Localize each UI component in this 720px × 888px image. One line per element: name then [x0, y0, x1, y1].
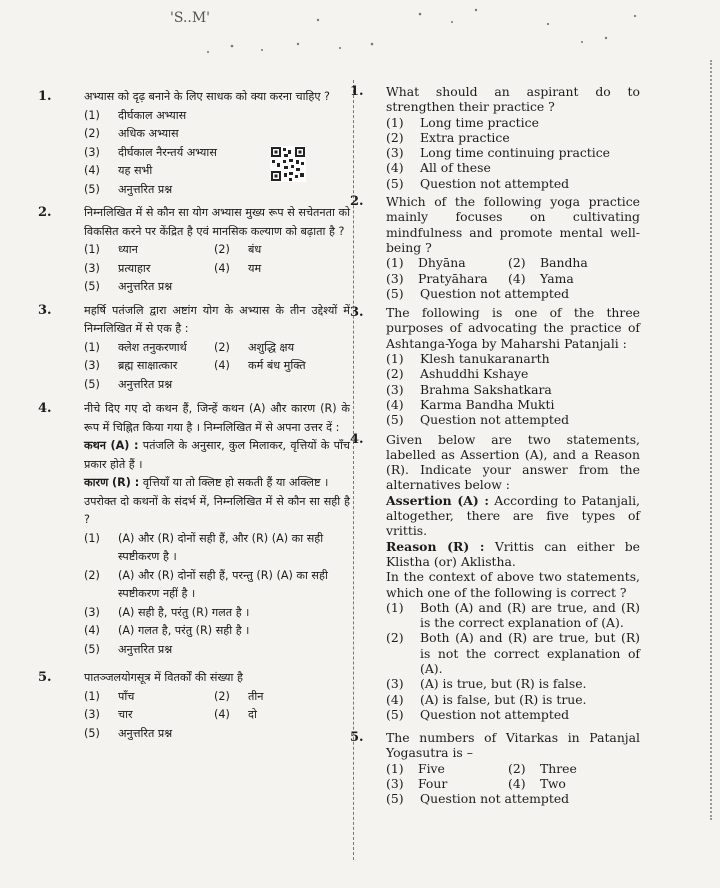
reason: Reason (R) : Vrittis can either be Klistha (or) Aklistha.	[386, 538, 640, 569]
question-1-hindi	[38, 88, 350, 199]
option-4: (4) (A) is false, but (R) is true.	[386, 691, 587, 707]
question-number: 2.	[38, 205, 52, 220]
question-number: 4.	[38, 401, 52, 416]
context-text: उपरोक्त दो कथनों के संदर्भ में, निम्नलिखित में से कौन सा सही है ?	[84, 494, 350, 526]
options-row	[386, 271, 640, 286]
option-5: (5) Question not attempted	[386, 175, 570, 191]
option-1: (1) Long time practice	[386, 114, 539, 130]
question-3-english	[350, 305, 640, 427]
option-1: (1) दीर्घकाल अभ्यास	[84, 108, 187, 122]
question-5-english	[350, 730, 640, 806]
option-3: (3) प्रत्याहार	[84, 261, 151, 275]
option-5: (5) अनुत्तरित प्रश्न	[84, 182, 173, 196]
option-1: (1) Five	[386, 760, 445, 776]
context-text: In the context of above two statements, which one of the following is correct ?	[386, 569, 640, 600]
option-4: (4) दो	[214, 708, 257, 721]
qr-code-icon	[270, 146, 306, 182]
option-5: (5) Question not attempted	[386, 285, 570, 301]
question-number: 2.	[350, 194, 364, 210]
option-2: (2) अधिक अभ्यास	[84, 127, 179, 140]
question-3-hindi	[38, 302, 350, 395]
question-text: Which of the following yoga practice mainly focuses on cultivating mindfulness and promote mental well-being ?	[386, 194, 640, 255]
question-text: Given below are two statements, labelled as Assertion (A), and a Reason (R). Indicate your answer from the alternatives below :	[386, 431, 640, 493]
option-1: (1) Dhyāna	[386, 255, 466, 271]
option-5: (5) Question not attempted	[386, 791, 570, 807]
question-number: 4.	[350, 431, 364, 447]
option-1: (1) (A) और (R) दोनों सही हैं, और (R) (A) का सही स्पष्टीकरण है ।	[84, 531, 324, 563]
option-2: (2) Three	[508, 760, 577, 776]
option-2: (2) Both (A) and (R) are true, but (R) is not the correct explanation of (A).	[386, 630, 640, 676]
option-5: (5) अनुत्तरित प्रश्न	[84, 377, 173, 391]
option-2: (2) (A) और (R) दोनों सही हैं, परन्तु (R) (A) का सही स्पष्टीकरण नहीं है ।	[84, 568, 328, 600]
option-1: (1) Klesh tanukaranarth	[386, 351, 550, 367]
question-text: पातञ्जलयोगसूत्र में वितर्कों की संख्या है	[84, 671, 243, 684]
option-4: (4) यम	[214, 261, 262, 275]
question-5-hindi	[38, 669, 350, 743]
options-row	[386, 776, 640, 791]
option-3: (3) Pratyāhara	[386, 270, 488, 286]
option-3: (3) (A) सही है, परंतु (R) गलत है ।	[84, 605, 250, 619]
option-4: (4) Two	[508, 776, 566, 792]
question-1-english	[350, 84, 640, 191]
options-row	[84, 688, 350, 707]
question-text: महर्षि पतंजलि द्वारा अष्टांग योग के अभ्यास के तीन उद्देश्यों में निम्नलिखित में से एक है :	[84, 303, 350, 335]
question-number: 3.	[350, 305, 364, 321]
option-5: (5) अनुत्तरित प्रश्न	[84, 642, 173, 656]
question-number: 3.	[38, 302, 52, 318]
option-4: (4) कर्म बंध मुक्ति	[214, 359, 306, 372]
option-4: (4) यह सभी	[84, 164, 153, 177]
options-row	[84, 241, 350, 260]
option-2: (2) बंध	[214, 243, 262, 256]
option-3: (3) चार	[84, 708, 133, 721]
option-3: (3) Brahma Sakshatkara	[386, 381, 552, 397]
option-5: (5) Question not attempted	[386, 412, 570, 428]
assertion: Assertion (A) : According to Patanjali, altogether, there are five types of vrittis.	[386, 492, 640, 539]
option-1: (1) पाँच	[84, 689, 135, 703]
option-2: (2) Bandha	[508, 255, 588, 271]
option-4: (4) Karma Bandha Mukti	[386, 396, 555, 412]
question-text: What should an aspirant do to strengthen their practice ?	[386, 84, 640, 115]
question-number: 5.	[38, 670, 52, 685]
option-5: (5) अनुत्तरित प्रश्न	[84, 280, 173, 293]
assertion: कथन (A) : पतंजलि के अनुसार, कुल मिलाकर, वृत्तियों के पाँच प्रकार होते हैं ।	[84, 439, 350, 471]
question-text: The following is one of the three purposes of advocating the practice of Ashtanga-Yoga by Maharshi Patanjali :	[386, 305, 640, 351]
option-4: (4) Yama	[508, 270, 574, 286]
options-row	[84, 339, 350, 358]
option-4: (4) (A) गलत है, परंतु (R) सही है ।	[84, 624, 250, 637]
option-3: (3) Long time continuing practice	[386, 145, 610, 161]
option-2: (2) अशुद्धि क्षय	[214, 340, 295, 354]
question-number: 1.	[38, 89, 52, 104]
header-scribble: 'S..M'	[170, 10, 211, 26]
options-row	[84, 706, 350, 725]
hindi-column	[38, 82, 350, 743]
question-4-hindi	[38, 400, 350, 659]
option-1: (1) Both (A) and (R) are true, and (R) is the correct explanation of (A).	[386, 599, 640, 631]
option-2: (2) तीन	[214, 689, 264, 703]
question-number: 1.	[350, 84, 364, 99]
reason: कारण (R) : वृत्तियाँ या तो क्लिष्ट हो सकती हैं या अक्लिष्ट ।	[84, 476, 329, 489]
option-5: (5) Question not attempted	[386, 706, 570, 722]
option-3: (3) (A) is true, but (R) is false.	[386, 676, 587, 692]
option-2: (2) Ashuddhi Kshaye	[386, 366, 529, 382]
english-column	[350, 82, 640, 807]
option-1: (1) क्लेश तनुकरणार्थ	[84, 340, 187, 354]
question-2-english	[350, 194, 640, 301]
options-row	[84, 260, 350, 279]
question-text: नीचे दिए गए दो कथन हैं, जिन्हें कथन (A) और कारण (R) के रूप में चिह्नित किया गया है । निम्नलिखित में से अपना उत्तर दें :	[84, 402, 350, 434]
question-text: अभ्यास को दृढ़ बनाने के लिए साधक को क्या करना चाहिए ?	[84, 90, 330, 103]
question-4-english	[350, 432, 640, 723]
option-3: (3) दीर्घकाल नैरन्तर्य अभ्यास	[84, 145, 217, 159]
question-2-hindi	[38, 204, 350, 297]
option-1: (1) ध्यान	[84, 243, 138, 256]
option-3: (3) Four	[386, 776, 448, 792]
option-3: (3) ब्रह्म साक्षात्कार	[84, 359, 178, 372]
option-5: (5) अनुत्तरित प्रश्न	[84, 726, 173, 740]
page-edge-shadow	[708, 60, 712, 820]
scan-marks	[0, 0, 720, 70]
options-row	[386, 255, 640, 270]
options-row	[84, 357, 350, 376]
option-2: (2) Extra practice	[386, 129, 510, 145]
question-text: निम्नलिखित में से कौन सा योग अभ्यास मुख्य रूप से सचेतनता को विकसित करने पर केंद्रित है एवं मानसिक कल्याण को बढ़ाता है ?	[84, 206, 350, 238]
question-number: 5.	[350, 730, 364, 746]
option-4: (4) All of these	[386, 160, 491, 176]
question-text: The numbers of Vitarkas in Patanjal Yogasutra is –	[386, 730, 640, 761]
options-row	[386, 761, 640, 776]
